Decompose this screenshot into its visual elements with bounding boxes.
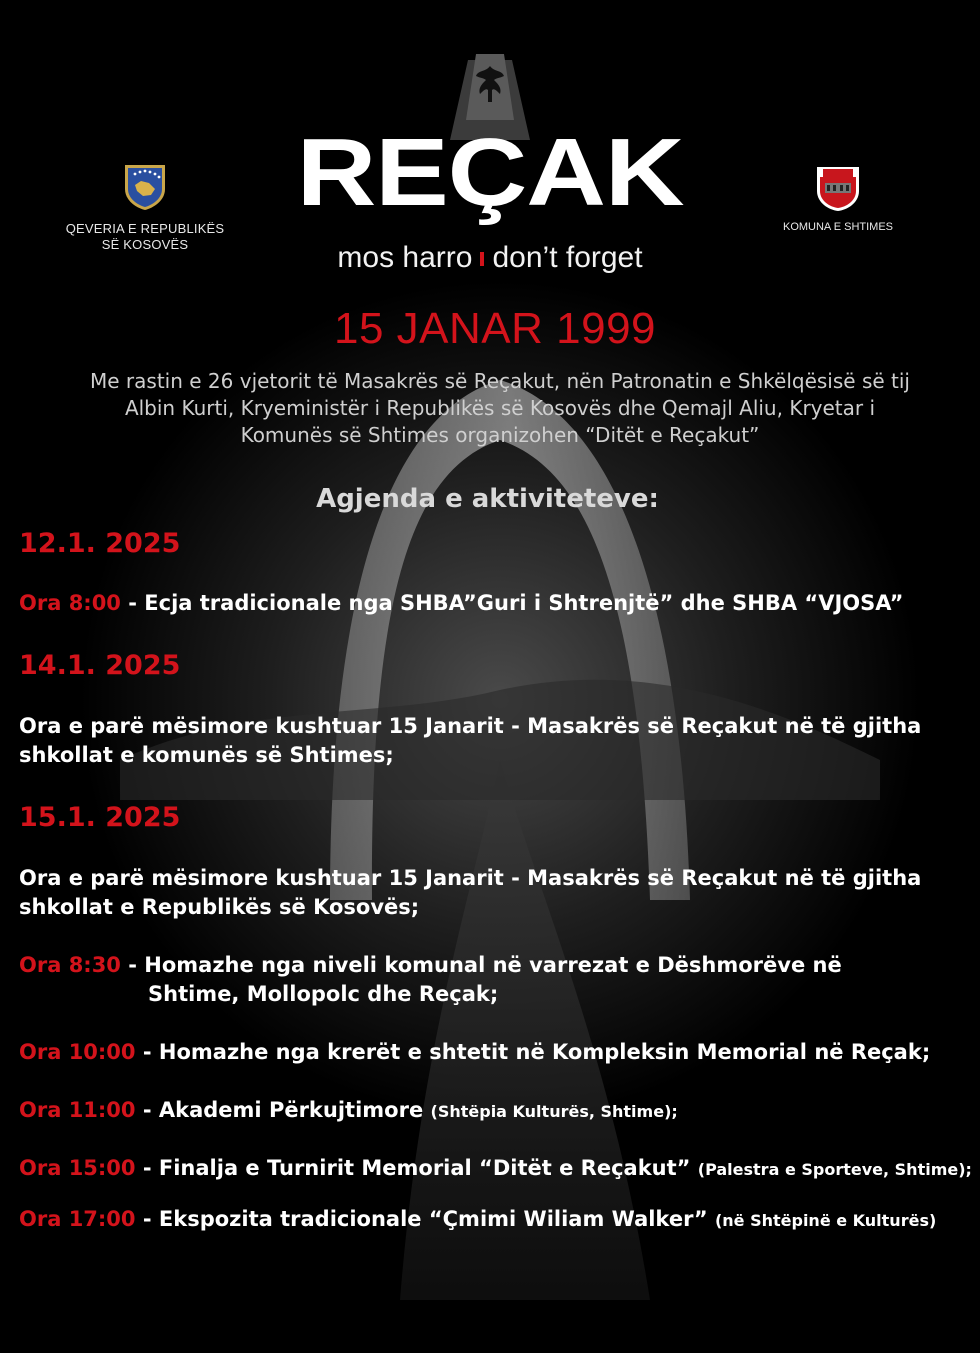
tagline-separator <box>480 252 484 266</box>
event-text: Homazhe nga niveli komunal në varrezat e Dëshmorëve në <box>144 953 842 977</box>
event-text: Homazhe nga krerët e shtetit në Kompleksin Memorial në Reçak; <box>158 1040 931 1064</box>
government-logo <box>60 163 230 253</box>
day-2-event-line2: shkollat e komunës së Shtimes; <box>19 743 394 767</box>
municipality-name: KOMUNA E SHTIMES <box>782 221 894 233</box>
event-time: Ora 8:00 <box>19 591 121 615</box>
tagline <box>290 240 690 276</box>
event-row: Ora 10:00 - Homazhe nga krerët e shtetit në Kompleksin Memorial në Reçak; <box>19 1040 931 1064</box>
intro-text <box>40 368 960 449</box>
government-name-line2: SË KOSOVËS <box>101 237 189 252</box>
event-time: Ora 17:00 <box>19 1207 136 1231</box>
kosovo-coat-of-arms-icon <box>123 163 167 211</box>
agenda-title: Agjenda e aktiviteteve: <box>316 484 659 514</box>
event-row: Ora 8:30 - Homazhe nga niveli komunal në varrezat e Dëshmorëve në <box>19 953 842 977</box>
albanian-eagle-icon <box>458 50 522 122</box>
shtime-coat-of-arms-icon <box>813 163 863 213</box>
brand-title: REÇAK <box>296 119 684 226</box>
day-2-event-line1: Ora e parë mësimore kushtuar 15 Janarit - Masakrës së Reçakut në të gjitha <box>19 714 922 738</box>
event-separator: - <box>120 591 145 615</box>
day-1-date: 12.1. 2025 <box>19 528 181 559</box>
event-location: (Shtëpia Kulturës, Shtime); <box>430 1102 678 1121</box>
event-text: Akademi Përkujtimore <box>158 1098 424 1122</box>
municipality-logo <box>768 163 908 233</box>
intro-line: Me rastin e 26 vjetorit të Masakrës së Reçakut, nën Patronatin e Shkëlqësisë së tij <box>90 369 910 393</box>
event-text: Shtime, Mollopolc dhe Reçak; <box>148 982 499 1006</box>
day-3-date: 15.1. 2025 <box>19 802 181 833</box>
date-title: 15 JANAR 1999 <box>333 304 657 353</box>
event-time: Ora 11:00 <box>19 1098 136 1122</box>
event-time: Ora 8:30 <box>19 953 121 977</box>
day-3-event-line1: Ora e parë mësimore kushtuar 15 Janarit - Masakrës së Reçakut në të gjitha <box>19 866 922 890</box>
event-text: Finalja e Turnirit Memorial “Ditët e Reçakut” <box>158 1156 691 1180</box>
event-row: Ora 15:00 - Finalja e Turnirit Memorial “Ditët e Reçakut” (Palestra e Sporteve, Shtime); <box>19 1156 972 1180</box>
event-time: Ora 10:00 <box>19 1040 136 1064</box>
intro-line: Albin Kurti, Kryeministër i Republikës së Kosovës dhe Qemajl Aliu, Kryetar i <box>124 396 876 420</box>
event-row-continuation <box>19 980 498 1009</box>
event-text: Ecja tradicionale nga SHBA”Guri i Shtrenjtë” dhe SHBA “VJOSA” <box>144 591 904 615</box>
tagline-albanian: mos harro <box>337 241 473 274</box>
event-location: (në Shtëpinë e Kulturës) <box>714 1211 937 1230</box>
government-name-line1: QEVERIA E REPUBLIKËS <box>65 221 225 236</box>
event-time: Ora 15:00 <box>19 1156 136 1180</box>
event-row: Ora 11:00 - Akademi Përkujtimore (Shtëpia Kulturës, Shtime); <box>19 1098 678 1122</box>
event-location: (Palestra e Sporteve, Shtime); <box>697 1160 972 1179</box>
event-text: Ekspozita tradicionale “Çmimi Wiliam Walker” <box>158 1207 708 1231</box>
day-1-event <box>19 589 903 618</box>
day-2-date: 14.1. 2025 <box>19 650 181 681</box>
day-3-event-line2: shkollat e Republikës së Kosovës; <box>19 895 420 919</box>
event-row: Ora 17:00 - Ekspozita tradicionale “Çmimi Wiliam Walker” (në Shtëpinë e Kulturës) <box>19 1207 937 1231</box>
tagline-english: don’t forget <box>492 241 643 274</box>
intro-line: Komunës së Shtimes organizohen “Ditët e Reçakut” <box>240 423 760 447</box>
